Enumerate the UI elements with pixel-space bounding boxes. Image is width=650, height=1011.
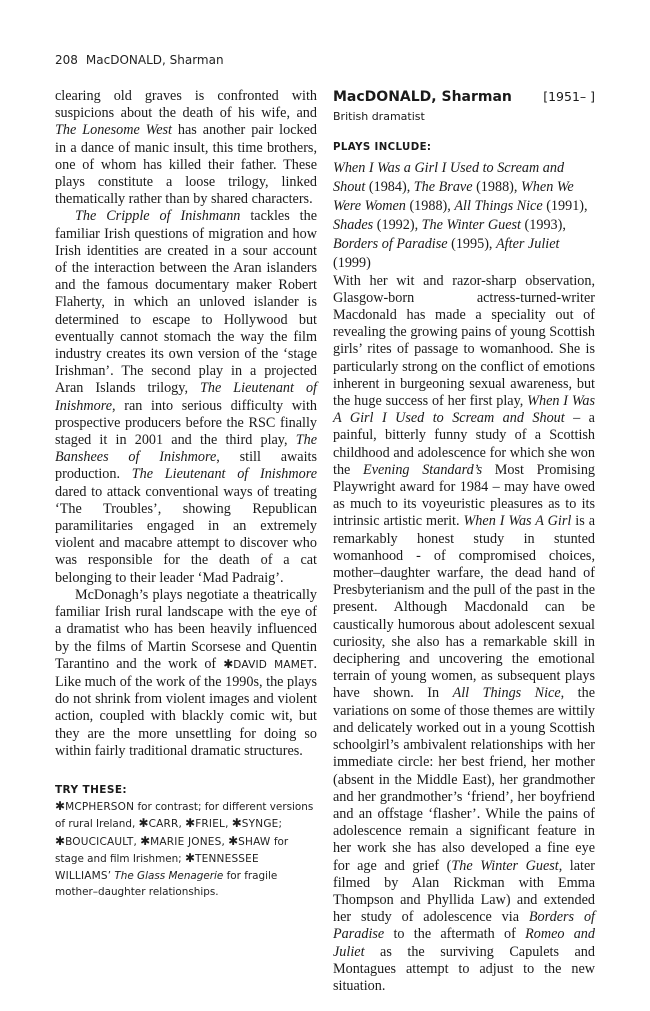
text-run: (1984), bbox=[365, 178, 414, 195]
text-run: ’ bbox=[107, 869, 115, 882]
work-title: The Winter Guest bbox=[451, 857, 559, 874]
entry-name: MacDONALD, Sharman bbox=[333, 89, 512, 105]
text-run: , bbox=[178, 818, 186, 831]
text-run: , bbox=[133, 835, 141, 848]
try-these-list bbox=[55, 798, 317, 901]
work-title: All Things Nice bbox=[452, 685, 561, 702]
text-run: as the surviving Capulets and Montagues attempt to adjust to the new situation. bbox=[333, 943, 595, 994]
text-run: . Like much of the work of the 1990s, the plays do not shrink from violent images and violent action, coupled with blackly comic wit, but they are the more unsettling for doing so within fairly traditional dramatic structures. bbox=[55, 655, 317, 759]
cross-reference-star-icon: ✱ bbox=[140, 833, 151, 848]
entry-role: British dramatist bbox=[333, 110, 425, 124]
paragraph-lonesome-west bbox=[55, 88, 317, 208]
text-run: , later filmed by Alan Rickman with Emma Thompson and Phyllida Law) and extended her study of adolescence via bbox=[333, 857, 595, 926]
text-run: dared to attack conventional ways of treating ‘The Troubles’, showing Republican paramilitaries engaged in an extremely violent and macabre attempt to discover who was responsible for the death of a cat belonging to their leader ‘Mad Padraig’. bbox=[55, 483, 317, 586]
text-run: (1991), bbox=[542, 197, 588, 214]
cross-reference: SHAW bbox=[238, 835, 271, 848]
right-column bbox=[333, 88, 595, 995]
entry-heading bbox=[333, 88, 595, 106]
text-run: , ran into serious difficulty with prospective producers before the RSC finally staged it in 2001 and the third play, bbox=[55, 397, 317, 449]
text-run: (1988), bbox=[405, 197, 455, 214]
work-title: The Glass Menagerie bbox=[114, 869, 224, 882]
text-run: – a painful, bitterly funny study of a Scottish childhood and adolescence for which she won the bbox=[333, 410, 595, 478]
text-run: , bbox=[221, 835, 229, 848]
work-title: The Lieutenant of Inishmore bbox=[131, 466, 317, 483]
text-run: , still awaits production. bbox=[55, 449, 317, 483]
cross-reference: MARIE JONES bbox=[150, 835, 222, 848]
text-run: (1993), bbox=[520, 216, 566, 233]
cross-reference-star-icon: ✱ bbox=[138, 816, 149, 831]
work-title: When I Was A Girl bbox=[463, 513, 572, 530]
text-run: ; bbox=[278, 818, 283, 831]
cross-reference: MCPHERSON bbox=[65, 800, 135, 813]
text-run: for contrast; for different versions of rural Ireland, bbox=[55, 800, 314, 831]
text-run: (1995), bbox=[447, 235, 497, 252]
cross-reference: BOUCICAULT bbox=[65, 835, 134, 848]
text-run: for fragile mother–daughter relationships. bbox=[55, 869, 278, 899]
work-title: The Banshees of Inishmore bbox=[55, 432, 317, 466]
text-run: Most Promising Playwright award for 1984 – may have owed as much to its voyeuristic pleasures as to its intrinsic artistic merit. bbox=[333, 461, 596, 530]
work-title: Evening Standard’s bbox=[363, 461, 483, 478]
text-run: has another pair locked in a dance of manic insult, this time brothers, one of whom has killed their father. These plays constitute a loose trilogy, linked thematically rather than by shared characters. bbox=[55, 122, 317, 208]
work-title: The Lonesome West bbox=[55, 122, 172, 139]
work-title: Romeo and Juliet bbox=[333, 926, 595, 960]
work-title: Borders of Paradise bbox=[333, 235, 448, 252]
work-title: The Lieutenant of Inishmore bbox=[55, 380, 317, 414]
cross-reference-star-icon: ✱ bbox=[231, 816, 242, 831]
page-number: 208 bbox=[55, 53, 78, 67]
work-title: When I Was a Girl I Used to Scream and Shout bbox=[333, 159, 565, 195]
work-title: After Juliet bbox=[496, 235, 560, 252]
text-run: (1988), bbox=[472, 178, 521, 195]
cross-reference-star-icon: ✱ bbox=[184, 851, 196, 866]
text-run: , bbox=[225, 818, 232, 831]
work-title: The Brave bbox=[413, 178, 473, 195]
text-run: clearing old graves is confronted with suspicions about the death of his wife, and bbox=[55, 88, 317, 122]
work-title: Shades bbox=[333, 216, 374, 233]
cross-reference: TENNESSEE WILLIAMS bbox=[55, 853, 259, 882]
text-run: (1992), bbox=[373, 216, 422, 233]
paragraph-mcdonagh-plays bbox=[55, 587, 317, 760]
work-title: The Cripple of Inishmann bbox=[75, 208, 241, 225]
plays-list bbox=[333, 159, 595, 273]
cross-reference: SYNGE bbox=[241, 818, 279, 831]
cross-reference-star-icon: ✱ bbox=[228, 833, 239, 848]
entry-dates: [1951– ] bbox=[543, 89, 595, 104]
cross-reference-star-icon: ✱ bbox=[55, 833, 66, 848]
left-column bbox=[55, 88, 317, 901]
cross-reference-star-icon: ✱ bbox=[55, 798, 66, 813]
running-header bbox=[55, 53, 224, 67]
text-run: , the variations on some of those themes are wittily and delicately worked out in a young Scottish schoolgirl’s ambivalent relationships with her immediate circle: her best friend, her mother (absent in the Middle East), her grandmother and her grandmother’s ‘friend’, her boyfriend and an offstage ‘flasher’. While the pains of adolescence remain a significant feature in her work she has also developed a fine eye for age and grief ( bbox=[333, 685, 595, 874]
work-title: The Winter Guest bbox=[421, 216, 521, 233]
work-title: When We Were Women bbox=[333, 178, 574, 214]
paragraph-macdonald-body bbox=[333, 273, 595, 996]
text-run: tackles the familiar Irish questions of migration and how Irish identities are created in a sour account of the interaction between the Aran islanders and the famous documentary maker Robert Flaherty, in which an unloved islander is determined to escape to Hollywood but eventually cannot stomach the way the film industry creates its own version of the ‘stage Irishman’. The second play in a projected Aran Islands trilogy, bbox=[55, 208, 317, 397]
text-run: is a remarkably honest study in stunted womanhood - of compromised choices, mother–daughter warfare, the dead hand of Presbyterianism and the pull of the past in the present. Although Macdonald can be caustically humorous about adolescent sexual curiosity, she also has a remarkable skill in deciphering and uncovering the emotional terrain of young women, as subsequent plays have shown. In bbox=[333, 513, 595, 702]
cross-reference: FRIEL bbox=[195, 818, 226, 831]
text-run: to the aftermath of bbox=[384, 926, 526, 943]
cross-reference-star-icon: ✱ bbox=[223, 656, 234, 671]
text-run: McDonagh’s plays negotiate a theatrically familiar Irish rural landscape with the eye of a dramatist who has been heavily influenced by the films of Martin Scorsese and Quentin Tarantino and the work of bbox=[55, 586, 317, 672]
try-these-heading: TRY THESE: bbox=[55, 783, 127, 796]
running-title: MacDONALD, Sharman bbox=[85, 53, 224, 67]
cross-reference: DAVID MAMET bbox=[233, 658, 314, 671]
cross-reference-star-icon: ✱ bbox=[185, 816, 196, 831]
text-run: With her wit and razor-sharp observation, Glasgow-born actress-turned-writer Macdonald has made a speciality out of revealing the growing pains of young Scottish girls’ rites of passage to womanhood. She is particularly strong on the conflict of emotions inherent in burgeoning sexual awareness, but the huge success of her first play, bbox=[333, 272, 595, 410]
paragraph-cripple-of-inishmann bbox=[55, 208, 317, 586]
work-title: Borders of Paradise bbox=[333, 909, 595, 943]
work-title: All Things Nice bbox=[454, 197, 543, 214]
cross-reference: CARR bbox=[148, 818, 179, 831]
work-title: When I Was A Girl I Used to Scream and Shout bbox=[333, 393, 595, 427]
plays-include-heading: PLAYS INCLUDE: bbox=[333, 142, 432, 154]
text-run: for stage and film Irishmen; bbox=[55, 835, 289, 866]
text-run: (1999) bbox=[333, 254, 371, 271]
